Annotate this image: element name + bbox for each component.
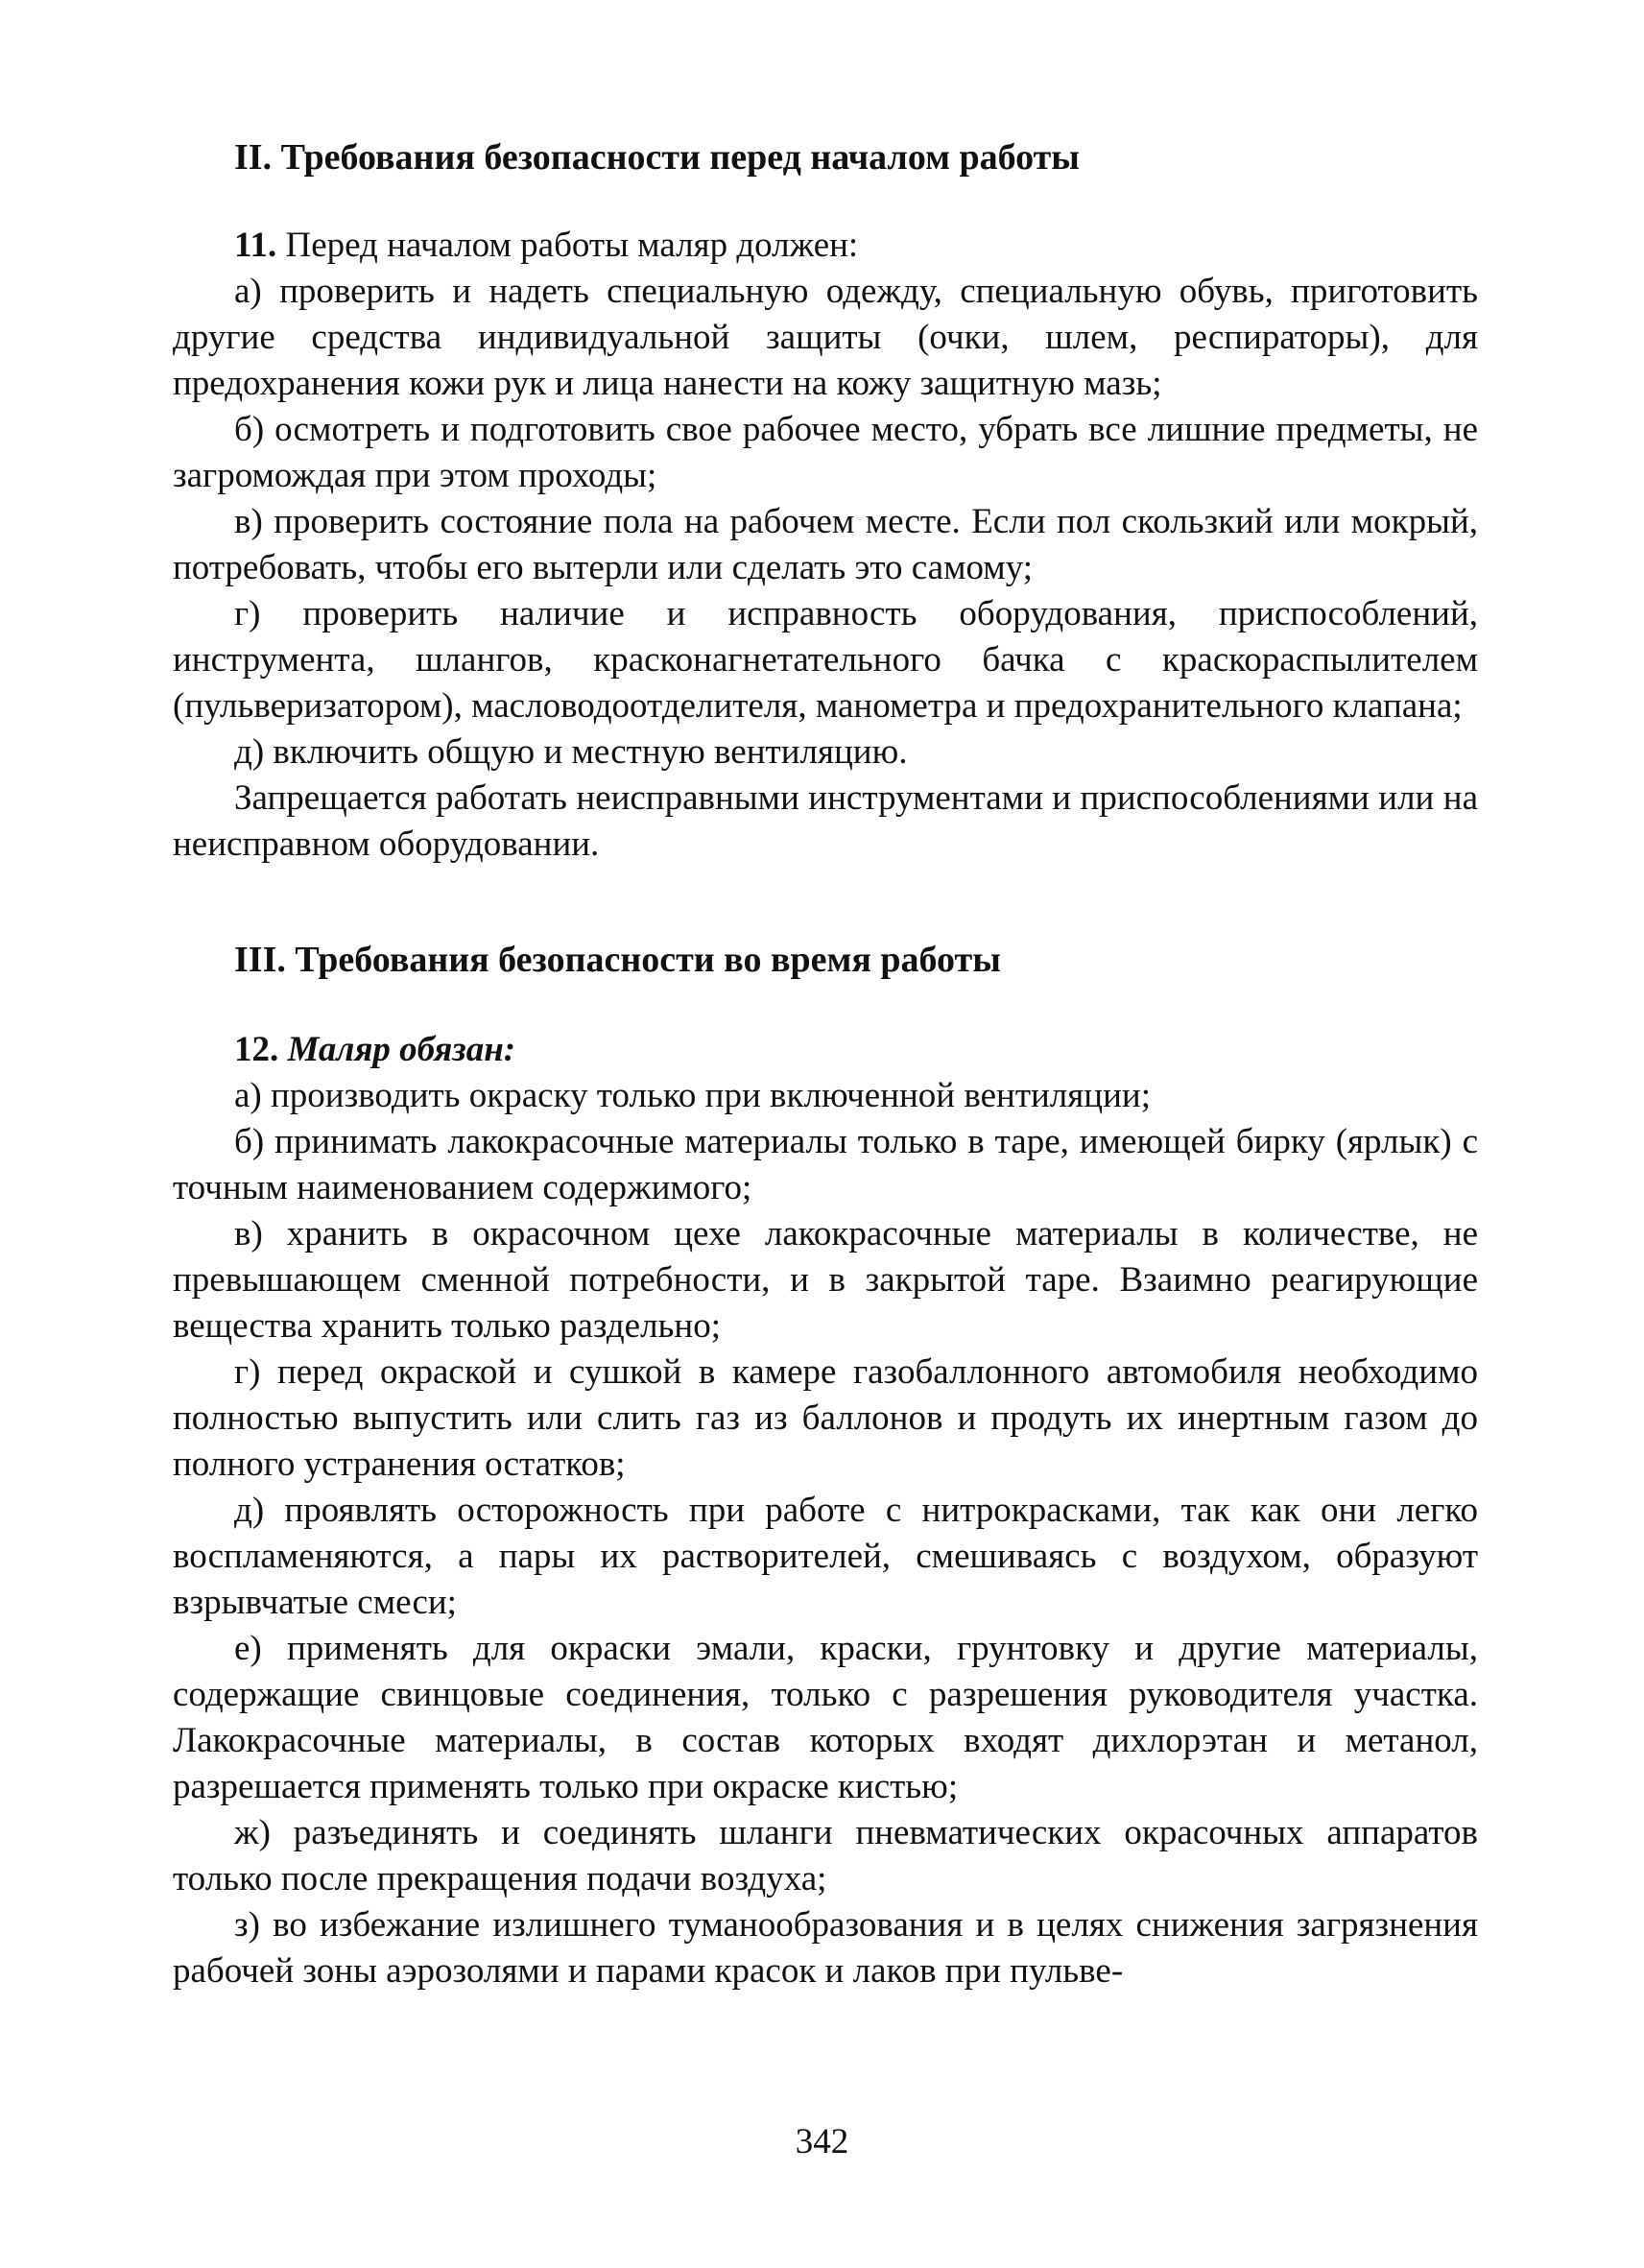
section-2-heading: II. Требования безопасности перед началом работы: [234, 137, 1080, 178]
prohibition-paragraph: Запрещается работать неисправными инструментами и приспособлениями или на неисправном оборудовании.: [173, 778, 1478, 864]
clause-12-item-g: г) перед окраской и сушкой в камере газобаллонного автомобиля необходимо полностью выпустить или слить газ из баллонов и продуть их инертным газом до полного устранения остатков;: [173, 1352, 1478, 1484]
document-page: [173, 134, 1478, 1994]
clause-12-number: 12.: [234, 1030, 279, 1069]
clause-11-item-g: г) проверить наличие и исправность оборудования, приспособлений, инструмента, шлангов, красконагнетательного бачка с краскораспылителем (пульверизатором), масловодоотделителя, манометра и предохранительного клапана;: [173, 594, 1478, 726]
clause-11-item-a: а) проверить и надеть специальную одежду, специальную обувь, приготовить другие средства индивидуальной защиты (очки, шлем, респираторы), для предохранения кожи рук и лица нанести на кожу защитную мазь;: [173, 272, 1478, 403]
clause-12-item-z: з) во избежание излишнего туманообразования и в целях снижения загрязнения рабочей зоны аэрозолями и парами красок и лаков при пульве-: [173, 1905, 1478, 1991]
clause-12-item-a: а) производить окраску только при включенной вентиляции;: [234, 1076, 1151, 1115]
clause-11-lead: [173, 223, 1478, 269]
clause-12-item-zh: ж) разъединять и соединять шланги пневматических окрасочных аппаратов только после прекращения подачи воздуха;: [173, 1813, 1478, 1898]
clause-12-text: Маляр обязан:: [278, 1030, 516, 1069]
clause-11-number: 11.: [234, 226, 277, 265]
clause-12-item-b: б) принимать лакокрасочные материалы только в таре, имеющей бирку (ярлык) с точным наименованием содержимого;: [173, 1122, 1478, 1207]
clause-12-item-d: д) проявлять осторожность при работе с нитрокрасками, так как они легко воспламеняются, а пары их растворителей, смешиваясь с воздухом, образуют взрывчатые смеси;: [173, 1491, 1478, 1622]
clause-12-lead: [173, 1027, 1478, 1073]
clause-12-item-e: е) применять для окраски эмали, краски, грунтовку и другие материалы, содержащие свинцовые соединения, только с разрешения руководителя участка. Лакокрасочные материалы, в состав которых входят дихлорэтан и метанол, разрешается применять только при окраске кистью;: [173, 1629, 1478, 1806]
clause-11-item-d: д) включить общую и местную вентиляцию.: [234, 732, 908, 772]
clause-11-text: Перед началом работы маляр должен:: [276, 226, 859, 265]
clause-11-item-v: в) проверить состояние пола на рабочем месте. Если пол скользкий или мокрый, потребовать, чтобы его вытерли или сделать это самому;: [173, 502, 1478, 587]
page-number: 342: [795, 2122, 849, 2161]
clause-11-item-b: б) осмотреть и подготовить свое рабочее место, убрать все лишние предметы, не загромождая при этом проходы;: [173, 410, 1478, 495]
clause-12-item-v: в) хранить в окрасочном цехе лакокрасочные материалы в количестве, не превышающем сменной потребности, и в закрытой таре. Взаимно реагирующие вещества хранить только раздельно;: [173, 1214, 1478, 1346]
section-3-heading: III. Требования безопасности во время работы: [234, 940, 1001, 980]
